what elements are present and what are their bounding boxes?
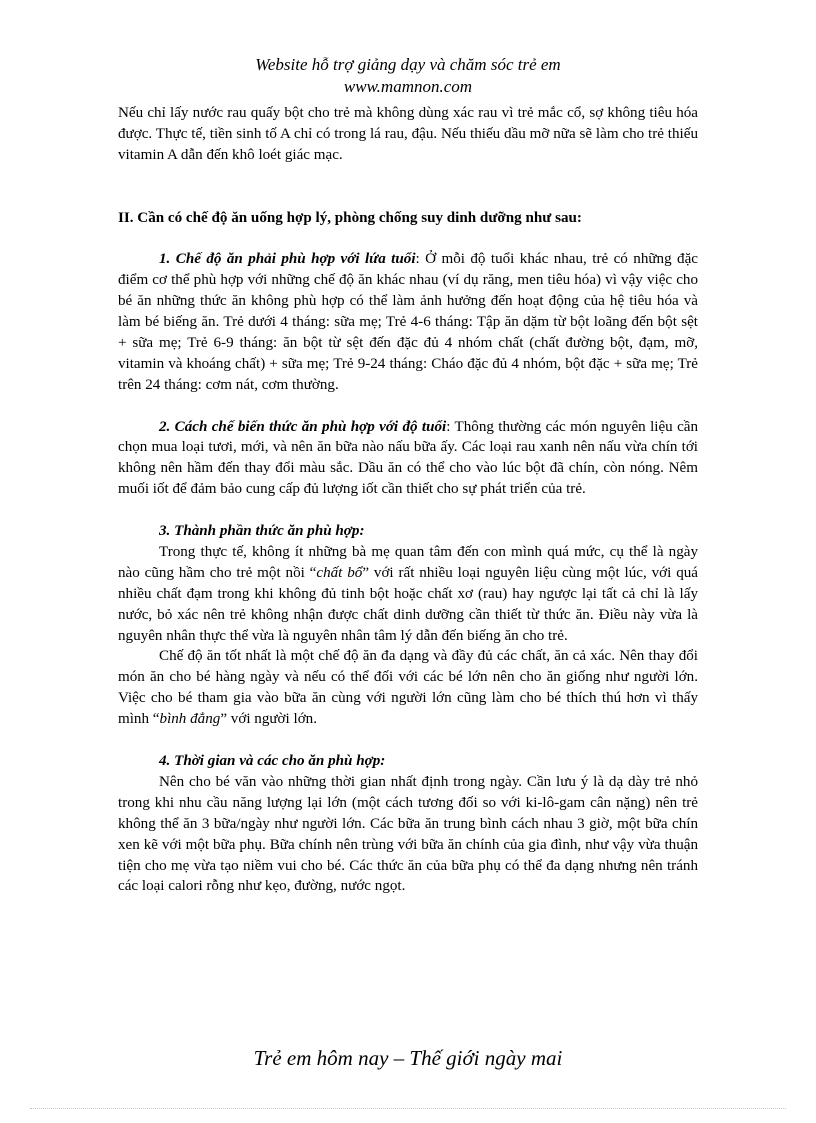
subsection-4-title-line [118, 751, 698, 772]
page-footer: Trẻ em hôm nay – Thế giới ngày mai [253, 1046, 563, 1070]
subsection-3-p1-before: Trong thực tế, không ít những bà mẹ quan tâm đến con mình quá mức, cụ thể là ngày nào cũng hầm cho trẻ một nồi “ [118, 543, 698, 581]
subsection-3-p2-before: Chế độ ăn tốt nhất là một chế độ ăn đa dạng và đầy đủ các chất, ăn cả xác. Nên thay đổi món ăn cho bé hàng ngày và nếu có thể đối với các bé lớn nên cho ăn giống như người lớn. Việc cho bé tham gia vào bữa ăn cùng với người lớn cũng làm cho bé thích thú hơn vì thấy mình “ [118, 648, 698, 728]
page-header [0, 54, 816, 98]
subsection-4-title: 4. Thời gian và các cho ăn phù hợp: [159, 753, 386, 769]
header-site-url: www.mamnon.com [343, 77, 473, 96]
header-site-title: Website hỗ trợ giảng dạy và chăm sóc trẻ em [255, 55, 561, 74]
subsection-4-paragraph: Nên cho bé văn vào những thời gian nhất định trong ngày. Cần lưu ý là dạ dày trẻ nhỏ trong khi nhu cầu năng lượng lại lớn (một cách tương đối so với ki-lô-gam cân nặng) nên trẻ không thể ăn 3 bữa/ngày như người lớn. Các bữa ăn trung bình cách nhau 3 giờ, một bữa chín xen kẽ với một bữa phụ. Bữa chính nên trùng với bữa ăn chính của gia đình, như vậy vừa thuận tiện cho mẹ vừa tạo niềm vui cho bé. Các thức ăn của bữa phụ có thể đa dạng nhưng nên tránh các loại calori rỗng như kẹo, đường, nước ngọt. [118, 773, 698, 895]
intro-paragraph: Nếu chỉ lấy nước rau quấy bột cho trẻ mà không dùng xác rau vì trẻ mắc cổ, sợ không tiêu hóa được. Thực tế, tiền sinh tố A chỉ có trong lá rau, đậu. Nếu thiếu dầu mỡ nữa sẽ làm cho trẻ thiếu vitamin A dẫn đến khô loét giác mạc. [118, 105, 698, 163]
footer-divider [30, 1108, 786, 1109]
subsection-2-body: : Thông thường các món nguyên liệu cần chọn mua loại tươi, mới, và nên ăn bữa nào nấu bữa ấy. Các loại rau xanh nên nấu vừa chín tới không nên hầm đến thay đổi màu sắc. Dầu ăn có thể cho vào lúc bột đã chín, còn nóng. Nêm muối iốt để đảm bảo cung cấp đủ lượng iốt cần thiết cho sự phát triển của trẻ. [118, 418, 699, 498]
subsection-3-title: 3. Thành phần thức ăn phù hợp: [159, 523, 365, 540]
subsection-1-paragraph [118, 249, 698, 395]
subsection-1-title: 1. Chế độ ăn phải phù hợp với lứa tuổi [159, 251, 416, 268]
document-body [118, 103, 698, 897]
subsection-2-paragraph [118, 417, 698, 501]
section-heading: II. Cần có chế độ ăn uống hợp lý, phòng chống suy dinh dưỡng như sau: [118, 209, 582, 226]
subsection-3-p1-after: ” với rất nhiều loại nguyên liệu cùng một lúc, với quá nhiều chất đạm trong khi không đủ tinh bột hoặc chất xơ (rau) hay ngược lại tất cả chỉ là lấy nước, bỏ xác nên trẻ không nhận được chất dinh dưỡng cần thiết từ thức ăn. Điều này vừa là nguyên nhân thực thể vừa là nguyên nhân tâm lý dẫn đến biếng ăn cho trẻ. [118, 564, 698, 644]
subsection-3-paragraph-2 [118, 646, 698, 730]
subsection-3-p2-emphasis: bình đẳng [159, 711, 221, 728]
subsection-3-p1-emphasis: chất bổ [316, 564, 363, 581]
subsection-3-p2-after: ” với người lớn. [220, 711, 317, 728]
subsection-2-title: 2. Cách chế biến thức ăn phù hợp với độ tuổi [159, 418, 447, 435]
subsection-3-title-line [118, 521, 698, 542]
subsection-3-paragraph-1 [118, 542, 698, 647]
subsection-1-body: : Ở mỗi độ tuổi khác nhau, trẻ có những đặc điểm cơ thể phù hợp với những chế độ ăn khác nhau (ví dụ răng, men tiêu hóa) vì vậy việc cho bé ăn những thức ăn không phù hợp có thể làm ảnh hưởng đến hoạt động của hệ tiêu hóa và làm bé biếng ăn. Trẻ dưới 4 tháng: sữa mẹ; Trẻ 4-6 tháng: Tập ăn dặm từ bột loãng đến bột sệt + sữa mẹ; Trẻ 6-9 tháng: ăn bột từ sệt đến đặc đủ 4 nhóm chất (chất đường bột, đạm, mỡ, vitamin và khoáng chất) + sữa mẹ; Trẻ 9-24 tháng: Cháo đặc đủ 4 nhóm, bột đặc + sữa mẹ; Trẻ trên 24 tháng: cơm nát, cơm thường. [118, 251, 699, 393]
